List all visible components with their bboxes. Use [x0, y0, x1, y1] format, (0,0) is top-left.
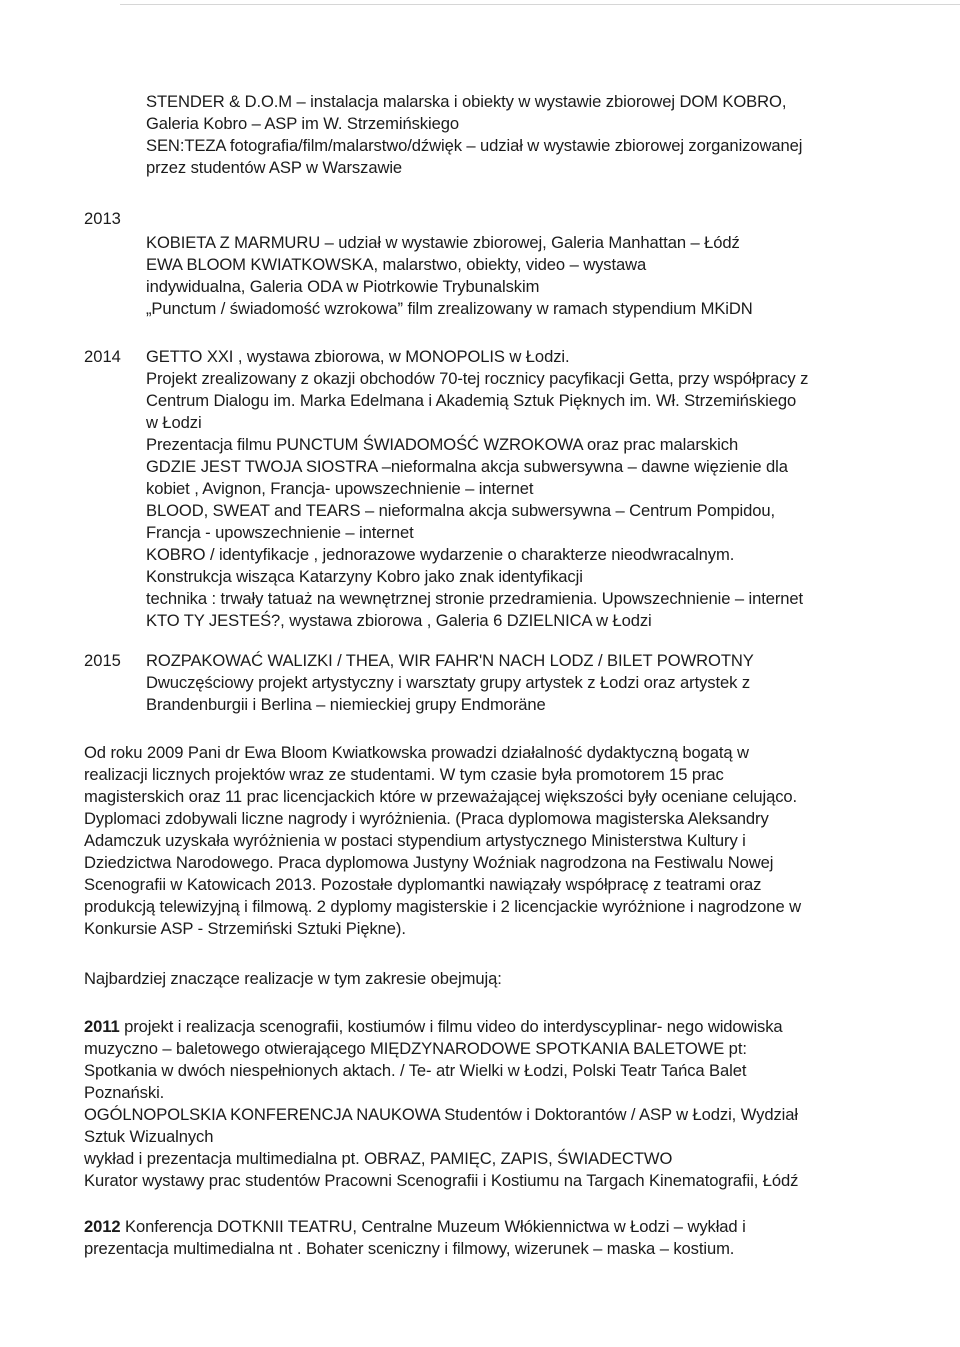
intro-line: SEN:TEZA fotografia/film/malarstwo/dźwięk – udział w wystawie zbiorowej zorganizowanej — [146, 136, 803, 155]
paragraph-line: Konkursie ASP - Strzemiński Sztuki Piękne). — [84, 919, 406, 938]
realization-2011-line: Kurator wystawy prac studentów Pracowni Scenografii i Kostiumu na Targach Kinematografii, Łódź — [84, 1171, 799, 1190]
paragraph-line: Dziedzictwa Narodowego. Praca dyplomowa Justyny Woźniak nagrodzona na Festiwalu Nowej — [84, 853, 774, 872]
paragraph-line: Scenografii w Katowicach 2013. Pozostałe dyplomantki nawiązały współpracę z teatrami oraz — [84, 875, 762, 894]
year-label-2015: 2015 — [84, 651, 121, 670]
intro-line: przez studentów ASP w Warszawie — [146, 158, 403, 177]
entry-2013-line: indywidualna, Galeria ODA w Piotrkowie Trybunalskim — [146, 277, 540, 296]
realization-2011-line: OGÓLNOPOLSKIA KONFERENCJA NAUKOWA Studentów i Doktorantów / ASP w Łodzi, Wydział — [84, 1105, 798, 1124]
realization-2012-first-line — [84, 1216, 746, 1238]
entry-2013-line: „Punctum / świadomość wzrokowa” film zrealizowany w ramach stypendium MKiDN — [146, 299, 753, 318]
realization-2012-line: prezentacja multimedialna nt . Bohater sceniczny i filmowy, wizerunek – maska – kostium. — [84, 1239, 735, 1258]
realization-2011-text: projekt i realizacja scenografii, kostiumów i filmu video do interdyscyplinar- nego widowiska — [119, 1017, 783, 1036]
realization-year-2012: 2012 — [84, 1217, 121, 1236]
realization-year-2011: 2011 — [84, 1017, 120, 1036]
entry-2015-line: ROZPAKOWAĆ WALIZKI / THEA, WIR FAHR'N NACH LODZ / BILET POWROTNY — [146, 651, 754, 670]
realization-2011-line: wykład i prezentacja multimedialna pt. OBRAZ, PAMIĘC, ZAPIS, ŚWIADECTWO — [84, 1149, 673, 1168]
paragraph-line: Od roku 2009 Pani dr Ewa Bloom Kwiatkowska prowadzi działalność dydaktyczną bogatą w — [84, 743, 749, 762]
realization-2011-first-line — [84, 1016, 783, 1038]
entry-2014-line: KTO TY JESTEŚ?, wystawa zbiorowa , Galeria 6 DZIELNICA w Łodzi — [146, 611, 652, 630]
year-label-2014: 2014 — [84, 347, 121, 366]
entry-2014-line: Projekt zrealizowany z okazji obchodów 70-tej rocznicy pacyfikacji Getta, przy współpracy z — [146, 369, 809, 388]
intro-line: STENDER & D.O.M – instalacja malarska i obiekty w wystawie zbiorowej DOM KOBRO, — [146, 92, 787, 111]
year-label-2013: 2013 — [84, 209, 121, 228]
realization-2011-line: Spotkania w dwóch niespełnionych aktach. / Te- atr Wielki w Łodzi, Polski Teatr Tańca Balet — [84, 1061, 747, 1080]
entry-2015-line: Dwuczęściowy projekt artystyczny i warsztaty grupy artystek z Łodzi oraz artystek z — [146, 673, 751, 692]
entry-2014-line: technika : trwały tatuaż na wewnętrznej stronie przedramienia. Upowszechnienie – internet — [146, 589, 804, 608]
entry-2014-line: GDZIE JEST TWOJA SIOSTRA –nieformalna akcja subwersywna – dawne więzienie dla — [146, 457, 788, 476]
realizations-heading: Najbardziej znaczące realizacje w tym zakresie obejmują: — [84, 969, 502, 988]
paragraph-line: magisterskich oraz 11 prac licencjackich które w przeważającej większości były oceniane celująco. — [84, 787, 798, 806]
paragraph-line: Adamczuk uzyskała wyróżnienia w postaci stypendium artystycznego Ministerstwa Kultury i — [84, 831, 746, 850]
entry-2014-line: Centrum Dialogu im. Marka Edelmana i Akademią Sztuk Pięknych im. Wł. Strzemińskiego — [146, 391, 797, 410]
entry-2014-line: w Łodzi — [146, 413, 202, 432]
intro-line: Galeria Kobro – ASP im W. Strzemińskiego — [146, 114, 459, 133]
realization-2012-text: Konferencja DOTKNII TEATRU, Centralne Muzeum Włókiennictwa w Łodzi – wykład i — [120, 1217, 746, 1236]
realization-2011-line: muzyczno – baletowego otwierającego MIĘDZYNARODOWE SPOTKANIA BALETOWE pt: — [84, 1039, 747, 1058]
paragraph-line: realizacji licznych projektów wraz ze studentami. W tym czasie była promotorem 15 prac — [84, 765, 724, 784]
realization-2011-line: Sztuk Wizualnych — [84, 1127, 214, 1146]
realization-2011-line: Poznański. — [84, 1083, 165, 1102]
entry-2014-line: BLOOD, SWEAT and TEARS – nieformalna akcja subwersywna – Centrum Pompidou, — [146, 501, 775, 520]
entry-2014-line: Konstrukcja wisząca Katarzyny Kobro jako znak identyfikacji — [146, 567, 583, 586]
entry-2013-line: KOBIETA Z MARMURU – udział w wystawie zbiorowej, Galeria Manhattan – Łódź — [146, 233, 740, 252]
paragraph-line: Dyplomaci zdobywali liczne nagrody i wyróżnienia. (Praca dyplomowa magisterska Aleksandry — [84, 809, 769, 828]
entry-2014-line: kobiet , Avignon, Francja- upowszechnienie – internet — [146, 479, 534, 498]
scan-edge-line — [120, 4, 960, 5]
paragraph-line: produkcją telewizyjną i filmową. 2 dyplomy magisterskie i 2 licencjackie wyróżnione i nagrodzone w — [84, 897, 801, 916]
entry-2014-line: KOBRO / identyfikacje , jednorazowe wydarzenie o charakterze nieodwracalnym. — [146, 545, 735, 564]
entry-2013-line: EWA BLOOM KWIATKOWSKA, malarstwo, obiekty, video – wystawa — [146, 255, 647, 274]
entry-2015-line: Brandenburgii i Berlina – niemieckiej grupy Endmoräne — [146, 695, 546, 714]
entry-2014-line: Prezentacja filmu PUNCTUM ŚWIADOMOŚĆ WZROKOWA oraz prac malarskich — [146, 435, 739, 454]
entry-2014-line: GETTO XXI , wystawa zbiorowa, w MONOPOLIS w Łodzi. — [146, 347, 570, 366]
entry-2014-line: Francja - upowszechnienie – internet — [146, 523, 414, 542]
